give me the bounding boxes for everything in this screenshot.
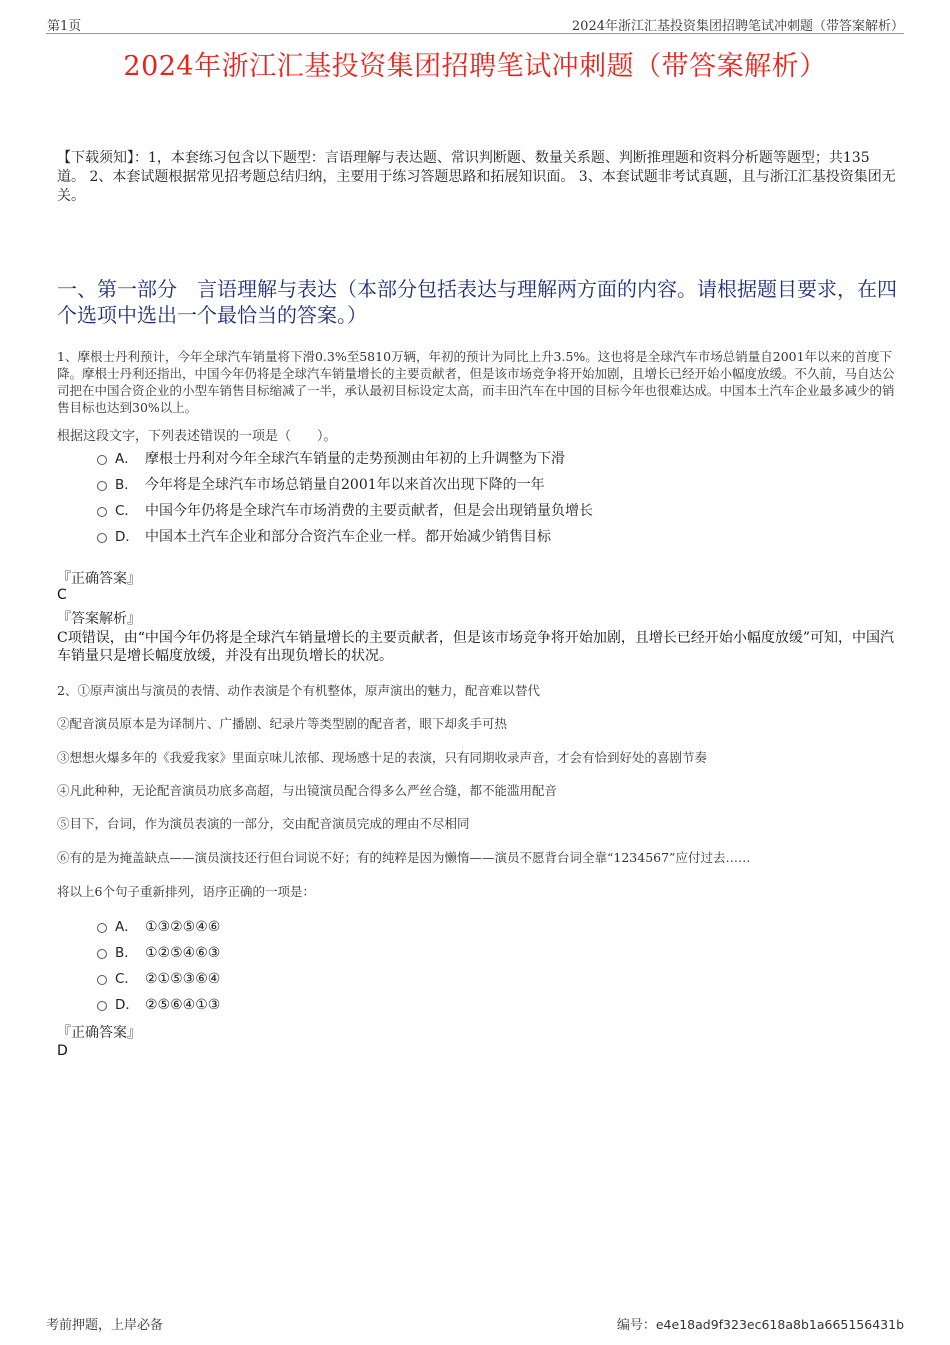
footer-slogan: 考前押题，上岸必备 bbox=[46, 1318, 164, 1333]
q2-answer-label: 『正确答案』 bbox=[57, 1025, 141, 1041]
option-letter: A． bbox=[115, 919, 138, 935]
radio-icon[interactable] bbox=[97, 533, 107, 543]
option-text: ②①⑤③⑥④ bbox=[145, 971, 221, 987]
q2-option-d[interactable] bbox=[97, 995, 220, 1015]
radio-icon[interactable] bbox=[97, 455, 107, 465]
option-text: 今年将是全球汽车市场总销量自2001年以来首次出现下降的一年 bbox=[145, 477, 545, 493]
q2-option-c[interactable] bbox=[97, 969, 220, 989]
q2-stem: 2、①原声演出与演员的表情、动作表演是个有机整体，原声演出的魅力，配音难以替代 bbox=[57, 683, 540, 698]
header-divider bbox=[46, 33, 904, 34]
radio-icon[interactable] bbox=[97, 975, 107, 985]
q1-answer-label: 『正确答案』 bbox=[57, 571, 141, 587]
page-number: 第1页 bbox=[47, 19, 82, 34]
q1-option-b[interactable] bbox=[97, 475, 545, 495]
option-text: ①③②⑤④⑥ bbox=[145, 919, 221, 935]
footer-code-label: 编号： bbox=[616, 1318, 656, 1333]
radio-icon[interactable] bbox=[97, 507, 107, 517]
footer-code-value: e4e18ad9f323ec618a8b1a665156431b bbox=[655, 1317, 904, 1332]
option-text: 摩根士丹利对今年全球汽车销量的走势预测由年初的上升调整为下滑 bbox=[145, 451, 565, 467]
option-letter: C． bbox=[115, 971, 138, 987]
q2-option-a[interactable] bbox=[97, 917, 220, 937]
q2-sentence: ②配音演员原本是为译制片、广播剧、纪录片等类型剧的配音者，眼下却炙手可热 bbox=[57, 716, 508, 731]
option-letter: D． bbox=[115, 529, 139, 545]
footer-code bbox=[617, 1314, 904, 1333]
q1-analysis-label: 『答案解析』 bbox=[57, 611, 141, 627]
option-text: ①②⑤④⑥③ bbox=[145, 945, 221, 961]
q1-analysis: C项错误，由“中国今年仍将是全球汽车销量增长的主要贡献者，但是该市场竞争将开始加剧，且增长已经开始小幅度放缓”可知，中国汽车销量只是增长幅度放缓，并没有出现负增长的状况。 bbox=[57, 630, 895, 664]
q1-prompt: 根据这段文字，下列表述错误的一项是（ ）。 bbox=[57, 429, 337, 444]
option-text: ②⑤⑥④①③ bbox=[145, 997, 221, 1013]
radio-icon[interactable] bbox=[97, 1001, 107, 1011]
q2-sentence: ⑤目下，台词，作为演员表演的一部分，交由配音演员完成的理由不尽相同 bbox=[57, 816, 470, 831]
download-notice: 【下载须知】：1，本套练习包含以下题型：言语理解与表达题、常识判断题、数量关系题、判断推理题和资料分析题等题型；共135道。 2、本套试题根据常见招考题总结归纳，主要用于练习答题思路和拓展知识面。 3、本套试题非考试真题，且与浙江汇基投资集团无关。 bbox=[57, 150, 896, 204]
option-letter: D． bbox=[115, 997, 139, 1013]
q2-prompt: 将以上6个句子重新排列，语序正确的一项是： bbox=[57, 884, 315, 899]
option-letter: B． bbox=[115, 477, 138, 493]
option-letter: B． bbox=[115, 945, 138, 961]
q2-sentence: ③想想火爆多年的《我爱我家》里面京味儿浓郁、现场感十足的表演，只有同期收录声音，才会有恰到好处的喜剧节奏 bbox=[57, 750, 708, 765]
q1-option-a[interactable] bbox=[97, 449, 565, 469]
radio-icon[interactable] bbox=[97, 949, 107, 959]
q2-option-b[interactable] bbox=[97, 943, 220, 963]
radio-icon[interactable] bbox=[97, 481, 107, 491]
option-text: 中国今年仍将是全球汽车市场消费的主要贡献者，但是会出现销量负增长 bbox=[145, 503, 593, 519]
q1-stem: 1、摩根士丹利预计，今年全球汽车销量将下滑0.3%至5810万辆，年初的预计为同比上升3.5%。这也将是全球汽车市场总销量自2001年以来的首度下降。摩根士丹利还指出，中国今年仍将是全球汽车销量增长的主要贡献者，但是该市场竞争将开始加剧，且增长已经开始小幅度放缓。不久前，马自达公司把在中国合资企业的小型车销售目标缩减了一半，承认最初目标设定太高，而丰田汽车在中国的目标今年也很难达成。中国本土汽车企业最多减少的销售目标也达到30%以上。 bbox=[57, 349, 895, 415]
q2-sentence: ⑥有的是为掩盖缺点——演员演技还行但台词说不好；有的纯粹是因为懒惰——演员不愿背台词全靠“1234567”应付过去…… bbox=[57, 850, 751, 865]
section-heading: 一、第一部分 言语理解与表达（本部分包括表达与理解两方面的内容。请根据题目要求，在四个选项中选出一个最恰当的答案。） bbox=[57, 277, 897, 327]
q2-sentence: ④凡此种种，无论配音演员功底多高超，与出镜演员配合得多么严丝合缝，都不能滥用配音 bbox=[57, 783, 558, 798]
q1-answer: C bbox=[57, 587, 67, 603]
radio-icon[interactable] bbox=[97, 923, 107, 933]
q2-answer: D bbox=[57, 1043, 68, 1059]
page-title: 2024年浙江汇基投资集团招聘笔试冲刺题（带答案解析） bbox=[123, 51, 827, 82]
q1-option-c[interactable] bbox=[97, 501, 593, 521]
option-letter: A． bbox=[115, 451, 138, 467]
option-text: 中国本土汽车企业和部分合资汽车企业一样。都开始减少销售目标 bbox=[145, 529, 551, 545]
q1-option-d[interactable] bbox=[97, 527, 551, 547]
option-letter: C． bbox=[115, 503, 138, 519]
header-doc-title: 2024年浙江汇基投资集团招聘笔试冲刺题（带答案解析） bbox=[571, 19, 904, 34]
